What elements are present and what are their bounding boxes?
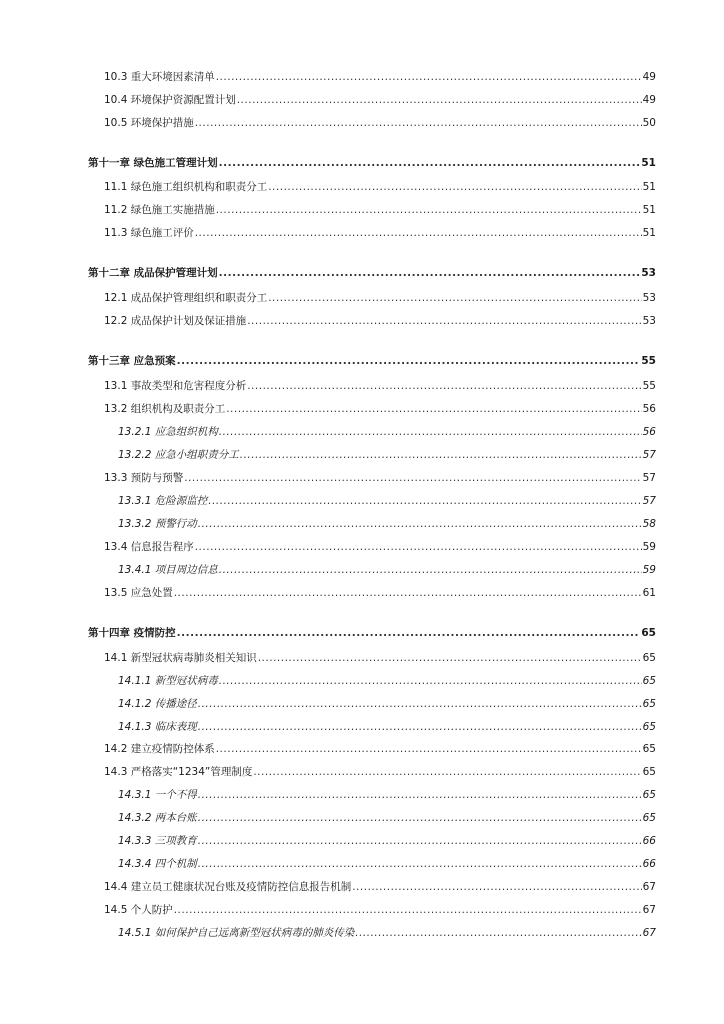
toc-entry-label: 12.1 成品保护管理组织和职责分工	[104, 292, 268, 304]
dot-leader	[219, 266, 641, 280]
dot-leader	[177, 626, 641, 640]
toc-entry-label: 11.2 绿色施工实施措施	[104, 204, 215, 216]
toc-subentry-label: 13.4.1 项目周边信息	[118, 564, 218, 576]
toc-page-number: 67	[642, 881, 656, 893]
dot-leader	[240, 448, 642, 462]
toc-page-number: 59	[642, 564, 656, 576]
dot-leader	[258, 651, 642, 665]
toc-page-number: 65	[642, 675, 656, 687]
toc-entry-label: 14.2 建立疫情防控体系	[104, 743, 215, 755]
toc-page-number: 65	[642, 652, 656, 664]
dot-leader	[184, 471, 641, 485]
dot-leader	[198, 834, 642, 848]
toc-entry	[0, 880, 656, 894]
toc-page-number: 57	[642, 472, 656, 484]
toc-entry	[0, 586, 656, 600]
dot-leader	[198, 788, 642, 802]
toc-page-number: 53	[642, 315, 656, 327]
toc-entry	[0, 765, 656, 779]
toc-page-number: 50	[642, 117, 656, 129]
toc-subentry-label: 13.2.1 应急组织机构	[118, 426, 218, 438]
toc-page-number: 66	[642, 835, 656, 847]
toc-entry-label: 12.2 成品保护计划及保证措施	[104, 315, 247, 327]
toc-chapter	[0, 626, 656, 640]
toc-subentry-label: 13.3.1 危险源监控	[118, 495, 208, 507]
dot-leader	[219, 425, 642, 439]
dot-leader	[355, 926, 641, 940]
toc-entry	[0, 402, 656, 416]
toc-subentry	[0, 674, 656, 688]
toc-page-number: 65	[642, 698, 656, 710]
toc-entry-label: 11.3 绿色施工评价	[104, 227, 194, 239]
toc-chapter	[0, 354, 656, 368]
toc-entry	[0, 651, 656, 665]
toc-subentry-label: 14.3.3 三项教育	[118, 835, 197, 847]
toc-subentry	[0, 834, 656, 848]
toc-entry	[0, 379, 656, 393]
toc-page-number: 65	[642, 812, 656, 824]
toc-subentry	[0, 926, 656, 940]
dot-leader	[237, 93, 642, 107]
toc-page-number: 55	[642, 380, 656, 392]
toc-page-number: 51	[642, 181, 656, 193]
toc-subentry-label: 14.3.1 一个不得	[118, 789, 197, 801]
toc-entry-label: 10.4 环境保护资源配置计划	[104, 94, 236, 106]
dot-leader	[219, 156, 641, 170]
toc-page-number: 65	[642, 743, 656, 755]
dot-leader	[198, 857, 642, 871]
toc-subentry-label: 14.1.2 传播途径	[118, 698, 197, 710]
toc-entry	[0, 226, 656, 240]
toc-page-number: 67	[642, 927, 656, 939]
toc-subentry	[0, 425, 656, 439]
toc-page-number: 49	[642, 94, 656, 106]
toc-entry	[0, 903, 656, 917]
toc-subentry	[0, 857, 656, 871]
dot-leader	[198, 517, 642, 531]
toc-subentry	[0, 494, 656, 508]
toc-entry-label: 10.3 重大环境因素清单	[104, 71, 215, 83]
dot-leader	[247, 314, 641, 328]
dot-leader	[198, 720, 642, 734]
toc-chapter-label: 第十三章 应急预案	[88, 355, 176, 367]
toc-chapter-label: 第十四章 疫情防控	[88, 627, 176, 639]
dot-leader	[174, 586, 642, 600]
toc-entry	[0, 203, 656, 217]
dot-leader	[195, 116, 642, 130]
dot-leader	[226, 402, 641, 416]
toc-chapter-label: 第十一章 绿色施工管理计划	[88, 157, 218, 169]
toc-entry-label: 14.5 个人防护	[104, 904, 173, 916]
toc-chapter-label: 第十二章 成品保护管理计划	[88, 267, 218, 279]
toc-page-number: 51	[642, 204, 656, 216]
toc-subentry-label: 14.1.1 新型冠状病毒	[118, 675, 218, 687]
dot-leader	[216, 70, 642, 84]
toc-subentry	[0, 720, 656, 734]
toc-page-number: 56	[642, 426, 656, 438]
toc-entry	[0, 93, 656, 107]
toc-page-number: 67	[642, 904, 656, 916]
toc-page-number: 55	[641, 355, 656, 367]
toc-subentry	[0, 563, 656, 577]
toc-entry-label: 13.4 信息报告程序	[104, 541, 194, 553]
toc-subentry-label: 14.5.1 如何保护自己远离新型冠状病毒的肺炎传染	[118, 927, 355, 939]
toc-page-number: 66	[642, 858, 656, 870]
toc-subentry	[0, 448, 656, 462]
dot-leader	[216, 742, 642, 756]
dot-leader	[268, 180, 641, 194]
dot-leader	[208, 494, 641, 508]
toc-entry-label: 10.5 环境保护措施	[104, 117, 194, 129]
toc-entry	[0, 314, 656, 328]
toc-subentry	[0, 517, 656, 531]
toc-page-number: 57	[642, 449, 656, 461]
toc-entry	[0, 742, 656, 756]
toc-subentry-label: 13.3.2 预警行动	[118, 518, 197, 530]
toc-subentry	[0, 697, 656, 711]
toc-entry-label: 14.1 新型冠状病毒肺炎相关知识	[104, 652, 257, 664]
toc-entry	[0, 471, 656, 485]
toc-page-number: 65	[642, 789, 656, 801]
dot-leader	[352, 880, 641, 894]
dot-leader	[219, 563, 642, 577]
toc-page-number: 65	[642, 721, 656, 733]
toc-page-number: 49	[642, 71, 656, 83]
toc-chapter	[0, 266, 656, 280]
toc-page-number: 56	[642, 403, 656, 415]
toc-entry-label: 13.2 组织机构及职责分工	[104, 403, 226, 415]
dot-leader	[247, 379, 641, 393]
toc-entry	[0, 540, 656, 554]
toc-page-number: 51	[642, 227, 656, 239]
toc-entry-label: 13.3 预防与预警	[104, 472, 184, 484]
dot-leader	[268, 291, 641, 305]
toc-subentry-label: 14.1.3 临床表现	[118, 721, 197, 733]
toc-subentry-label: 13.2.2 应急小组职责分工	[118, 449, 239, 461]
dot-leader	[195, 540, 642, 554]
toc-entry-label: 13.5 应急处置	[104, 587, 173, 599]
dot-leader	[198, 697, 642, 711]
toc-entry	[0, 291, 656, 305]
toc-page-number: 65	[642, 766, 656, 778]
toc-subentry-label: 14.3.2 两本台账	[118, 812, 197, 824]
toc-entry-label: 13.1 事故类型和危害程度分析	[104, 380, 247, 392]
dot-leader	[195, 226, 642, 240]
dot-leader	[253, 765, 641, 779]
dot-leader	[174, 903, 642, 917]
dot-leader	[177, 354, 641, 368]
toc-subentry	[0, 788, 656, 802]
toc-subentry	[0, 811, 656, 825]
toc-page-number: 53	[641, 267, 656, 279]
toc-subentry-label: 14.3.4 四个机制	[118, 858, 197, 870]
toc-page-number: 61	[642, 587, 656, 599]
toc-page-number: 59	[642, 541, 656, 553]
toc-page-number: 65	[641, 627, 656, 639]
toc-page-number: 51	[641, 157, 656, 169]
toc-entry	[0, 180, 656, 194]
toc-page-number: 57	[642, 495, 656, 507]
toc-chapter	[0, 156, 656, 170]
toc-entry-label: 11.1 绿色施工组织机构和职责分工	[104, 181, 268, 193]
toc-entry-label: 14.3 严格落实“1234”管理制度	[104, 766, 253, 778]
dot-leader	[216, 203, 642, 217]
dot-leader	[198, 811, 642, 825]
dot-leader	[219, 674, 642, 688]
toc-entry	[0, 116, 656, 130]
toc-page-number: 53	[642, 292, 656, 304]
toc-entry-label: 14.4 建立员工健康状况台账及疫情防控信息报告机制	[104, 881, 352, 893]
toc-entry	[0, 70, 656, 84]
toc-page-number: 58	[642, 518, 656, 530]
